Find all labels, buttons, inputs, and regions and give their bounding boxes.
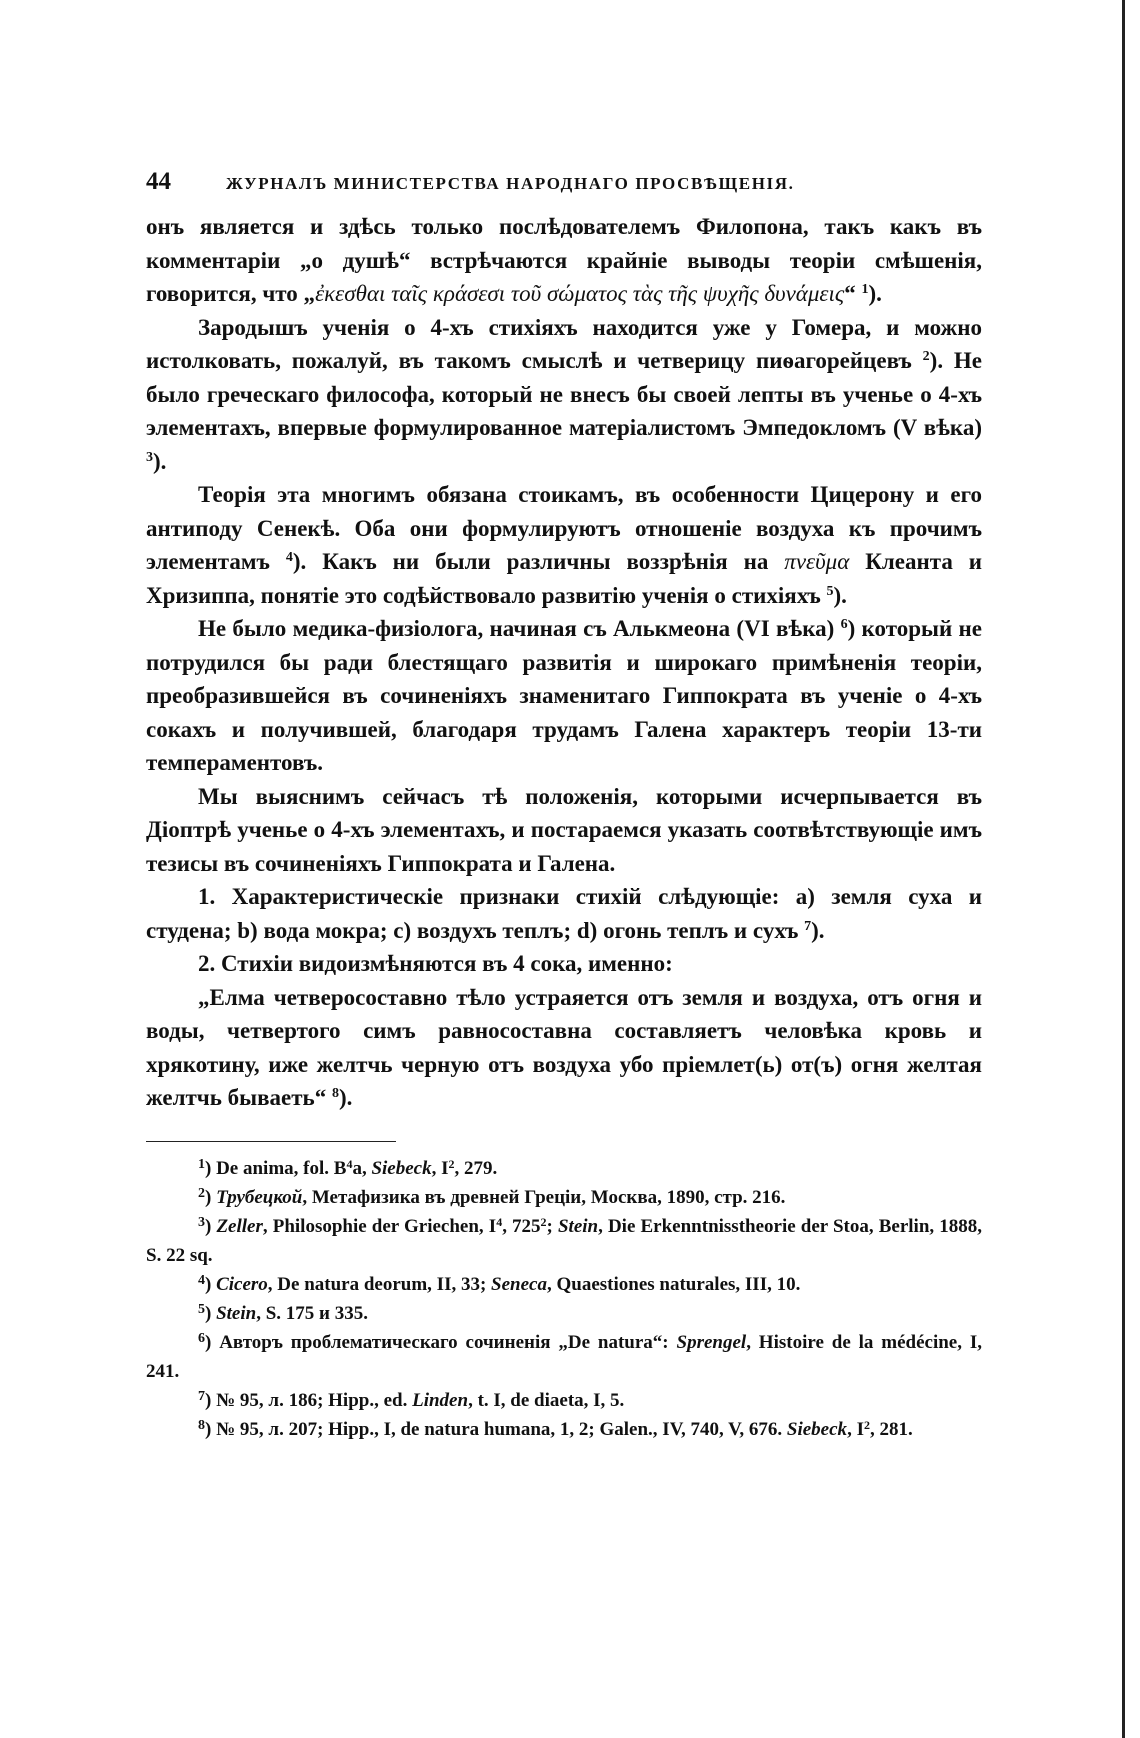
text-span: “ <box>844 281 862 306</box>
paragraph-1 <box>146 210 982 311</box>
footnote-text: ) № 95, л. 207; Hipp., I, de natura humana, 1, 2; Galen., IV, 740, V, 676. <box>205 1418 787 1440</box>
footnote-ref-5[interactable]: 5 <box>826 583 834 599</box>
footnote-text: ) <box>205 1215 217 1237</box>
page-number: 44 <box>146 168 171 195</box>
text-span: онъ является и здѣсь только послѣдователемъ Филопона, такъ какъ въ комментаріи „о душѣ“ встрѣчаются крайніе выводы теоріи смѣшенія, говорится, что „ <box>146 214 982 306</box>
footnote-ref-7[interactable]: 7 <box>804 918 812 934</box>
text-span: ). Не было греческаго философа, который не внесъ бы своей лепты въ ученье о 4-хъ элементахъ, впервые формулированное матеріалистомъ Эмпедокломъ (V вѣка) <box>146 348 982 440</box>
footnote-text: a, <box>352 1157 372 1179</box>
text-span: ). <box>833 582 847 608</box>
paragraph-8-quote <box>146 981 982 1115</box>
footnote-text: , S. 175 и 335. <box>256 1302 368 1324</box>
document-page <box>146 168 982 1444</box>
footnote-ref-2[interactable]: 2 <box>922 349 930 364</box>
footnote-mark: 1 <box>198 1156 205 1172</box>
author-name: Linden <box>412 1389 469 1411</box>
footnote <box>146 1328 982 1386</box>
running-title: ЖУРНАЛЪ МИНИСТЕРСТВА НАРОДНАГО ПРОСВѢЩЕНІЯ. <box>226 174 795 193</box>
footnote <box>146 1154 982 1183</box>
author-name: Cicero <box>216 1273 268 1295</box>
paragraph-7: 2. Стихіи видоизмѣняются въ 4 сока, именно: <box>198 951 673 976</box>
footnote-text: , Histoire de la médécine, I, 241. <box>146 1331 982 1382</box>
text-span: 1. Характеристическіе признаки стихій слѣдующіе: a) земля суха и студена; b) вода мокра; c) воздухъ теплъ; d) огонь теплъ и сухъ <box>146 884 982 943</box>
text-span: Теорія эта многимъ обязана стоикамъ, въ особенности Цицерону и его антиподу Сенекѣ. Оба они формулируютъ отношеніе воздуха къ прочимъ элементамъ <box>146 482 982 574</box>
author-name: Siebeck <box>786 1418 848 1440</box>
footnote-ref-4[interactable]: 4 <box>285 550 293 565</box>
footnote-ref-3[interactable]: 3 <box>146 449 153 465</box>
footnote-mark: 3 <box>198 1214 205 1230</box>
footnote-text: 4 <box>496 1214 503 1229</box>
footnote-text: , 279. <box>454 1157 498 1179</box>
text-span: ) который не потрудился бы ради блестящаго развитія и широкаго примѣненія теоріи, преобразившейся въ сочиненіяхъ знаменитаго Гиппократа въ ученіе о 4-хъ сокахъ и получившей, благодаря трудамъ Галена характеръ теоріи 13-ти темпераментовъ. <box>146 616 982 775</box>
footnote <box>146 1386 982 1415</box>
footnote-text: , Philosophie der Griechen, I <box>262 1215 497 1237</box>
footnote-mark: 8 <box>198 1417 205 1433</box>
footnote <box>146 1270 982 1299</box>
paragraph-4 <box>146 612 982 780</box>
footnote-text: , Quaestiones naturales, III, 10. <box>546 1273 801 1295</box>
footnote-text: ) <box>205 1273 217 1295</box>
page-edge-line <box>1122 0 1125 1738</box>
paragraph-2 <box>146 311 982 479</box>
footnote-text: ) Авторъ проблематическаго сочиненія „De natura“: <box>205 1331 677 1353</box>
paragraph-3 <box>146 478 982 612</box>
author-name: Seneca <box>491 1273 547 1295</box>
text-span: ). <box>811 917 825 943</box>
text-span: Клеанта и Хризиппа, понятіе это содѣйствовало развитію ученія о стихіяхъ <box>146 549 983 608</box>
footnote-text: , I <box>431 1157 449 1179</box>
footnote-text: 4 <box>346 1156 353 1171</box>
footnote-text: ) № 95, л. 186; Hipp., ed. <box>205 1389 413 1411</box>
footnote-text: 2 <box>448 1156 455 1171</box>
footnote-text: , 281. <box>869 1418 913 1440</box>
footnote-text: 2 <box>863 1417 870 1432</box>
text-span: Зародышъ ученія о 4-хъ стихіяхъ находится уже у Гомера, и можно истолковать, пожалуй, въ такомъ смыслѣ и четверицу пиѳагорейцевъ <box>146 314 982 373</box>
text-span: Не было медика-физіолога, начиная съ Алькмеона (VI вѣка) <box>198 616 841 641</box>
footnote-text: ; <box>546 1215 558 1237</box>
footnote-mark: 7 <box>198 1388 205 1404</box>
paragraph-5: Мы выяснимъ сейчасъ тѣ положенія, которыми исчерпывается въ Діоптрѣ ученье о 4-хъ элементахъ, и постараемся указать соотвѣтствующіе имъ тезисы въ сочиненіяхъ Гиппократа и Галена. <box>146 783 982 876</box>
author-name: Stein <box>557 1215 599 1237</box>
footnote-text: ) De anima, fol. B <box>205 1157 347 1179</box>
footnote-text: 2 <box>540 1214 547 1229</box>
body-text <box>146 210 982 1115</box>
author-name: Трубецкой <box>216 1186 303 1208</box>
footnote-ref-8[interactable]: 8 <box>331 1086 339 1101</box>
text-span: ). <box>338 1085 353 1110</box>
footnote-text: , 725 <box>502 1215 541 1237</box>
footnote-text: , t. I, de diaeta, I, 5. <box>468 1389 625 1411</box>
footnote-ref-6[interactable]: 6 <box>840 617 848 632</box>
author-name: Siebeck <box>371 1157 432 1179</box>
text-span: ). Какъ ни были различны воззрѣнія на <box>292 549 785 574</box>
footnotes <box>146 1154 982 1444</box>
footnote-mark: 5 <box>198 1301 205 1317</box>
text-span: ). <box>153 448 167 474</box>
footnote-text: , De natura deorum, II, 33; <box>267 1273 492 1295</box>
footnote-text: ) <box>205 1186 217 1208</box>
greek-quote: ἐκεσθαι ταῖς κράσεσι τοῦ σώματος τὰς τῆς ψυχῆς δυνάμεις <box>315 281 845 306</box>
page-header <box>146 168 982 196</box>
footnote-mark: 2 <box>198 1185 205 1201</box>
author-name: Sprengel <box>676 1331 747 1353</box>
greek-word: πνεῦμα <box>784 549 850 574</box>
footnote-text: , Метафизика въ древней Греціи, Москва, 1890, стр. 216. <box>302 1186 786 1208</box>
footnote <box>146 1212 982 1270</box>
footnote-mark: 6 <box>198 1330 205 1346</box>
author-name: Stein <box>216 1302 257 1324</box>
text-span: ). <box>868 281 882 306</box>
footnote-mark: 4 <box>198 1272 205 1288</box>
footnote-text: , I <box>847 1418 864 1440</box>
footnote-separator <box>146 1141 396 1142</box>
footnote-text: , Die Erkenntnisstheorie der Stoa, Berlin, 1888, S. 22 sq. <box>146 1215 982 1266</box>
text-span: „Елма четверосоставно тѣло устраяется отъ земля и воздуха, отъ огня и воды, четвертого симъ равносоставна составляетъ человѣка кровь и хрякотину, иже желтчь черную отъ воздуха убо пріемлет(ь) от(ъ) огня желтая желтчь бываеть“ <box>146 984 982 1110</box>
footnote <box>146 1183 982 1212</box>
footnote-ref-1[interactable]: 1 <box>861 282 869 297</box>
paragraph-6 <box>146 880 982 947</box>
author-name: Zeller <box>216 1215 263 1237</box>
footnote <box>146 1299 982 1328</box>
footnote <box>146 1415 982 1444</box>
footnote-text: ) <box>205 1302 217 1324</box>
